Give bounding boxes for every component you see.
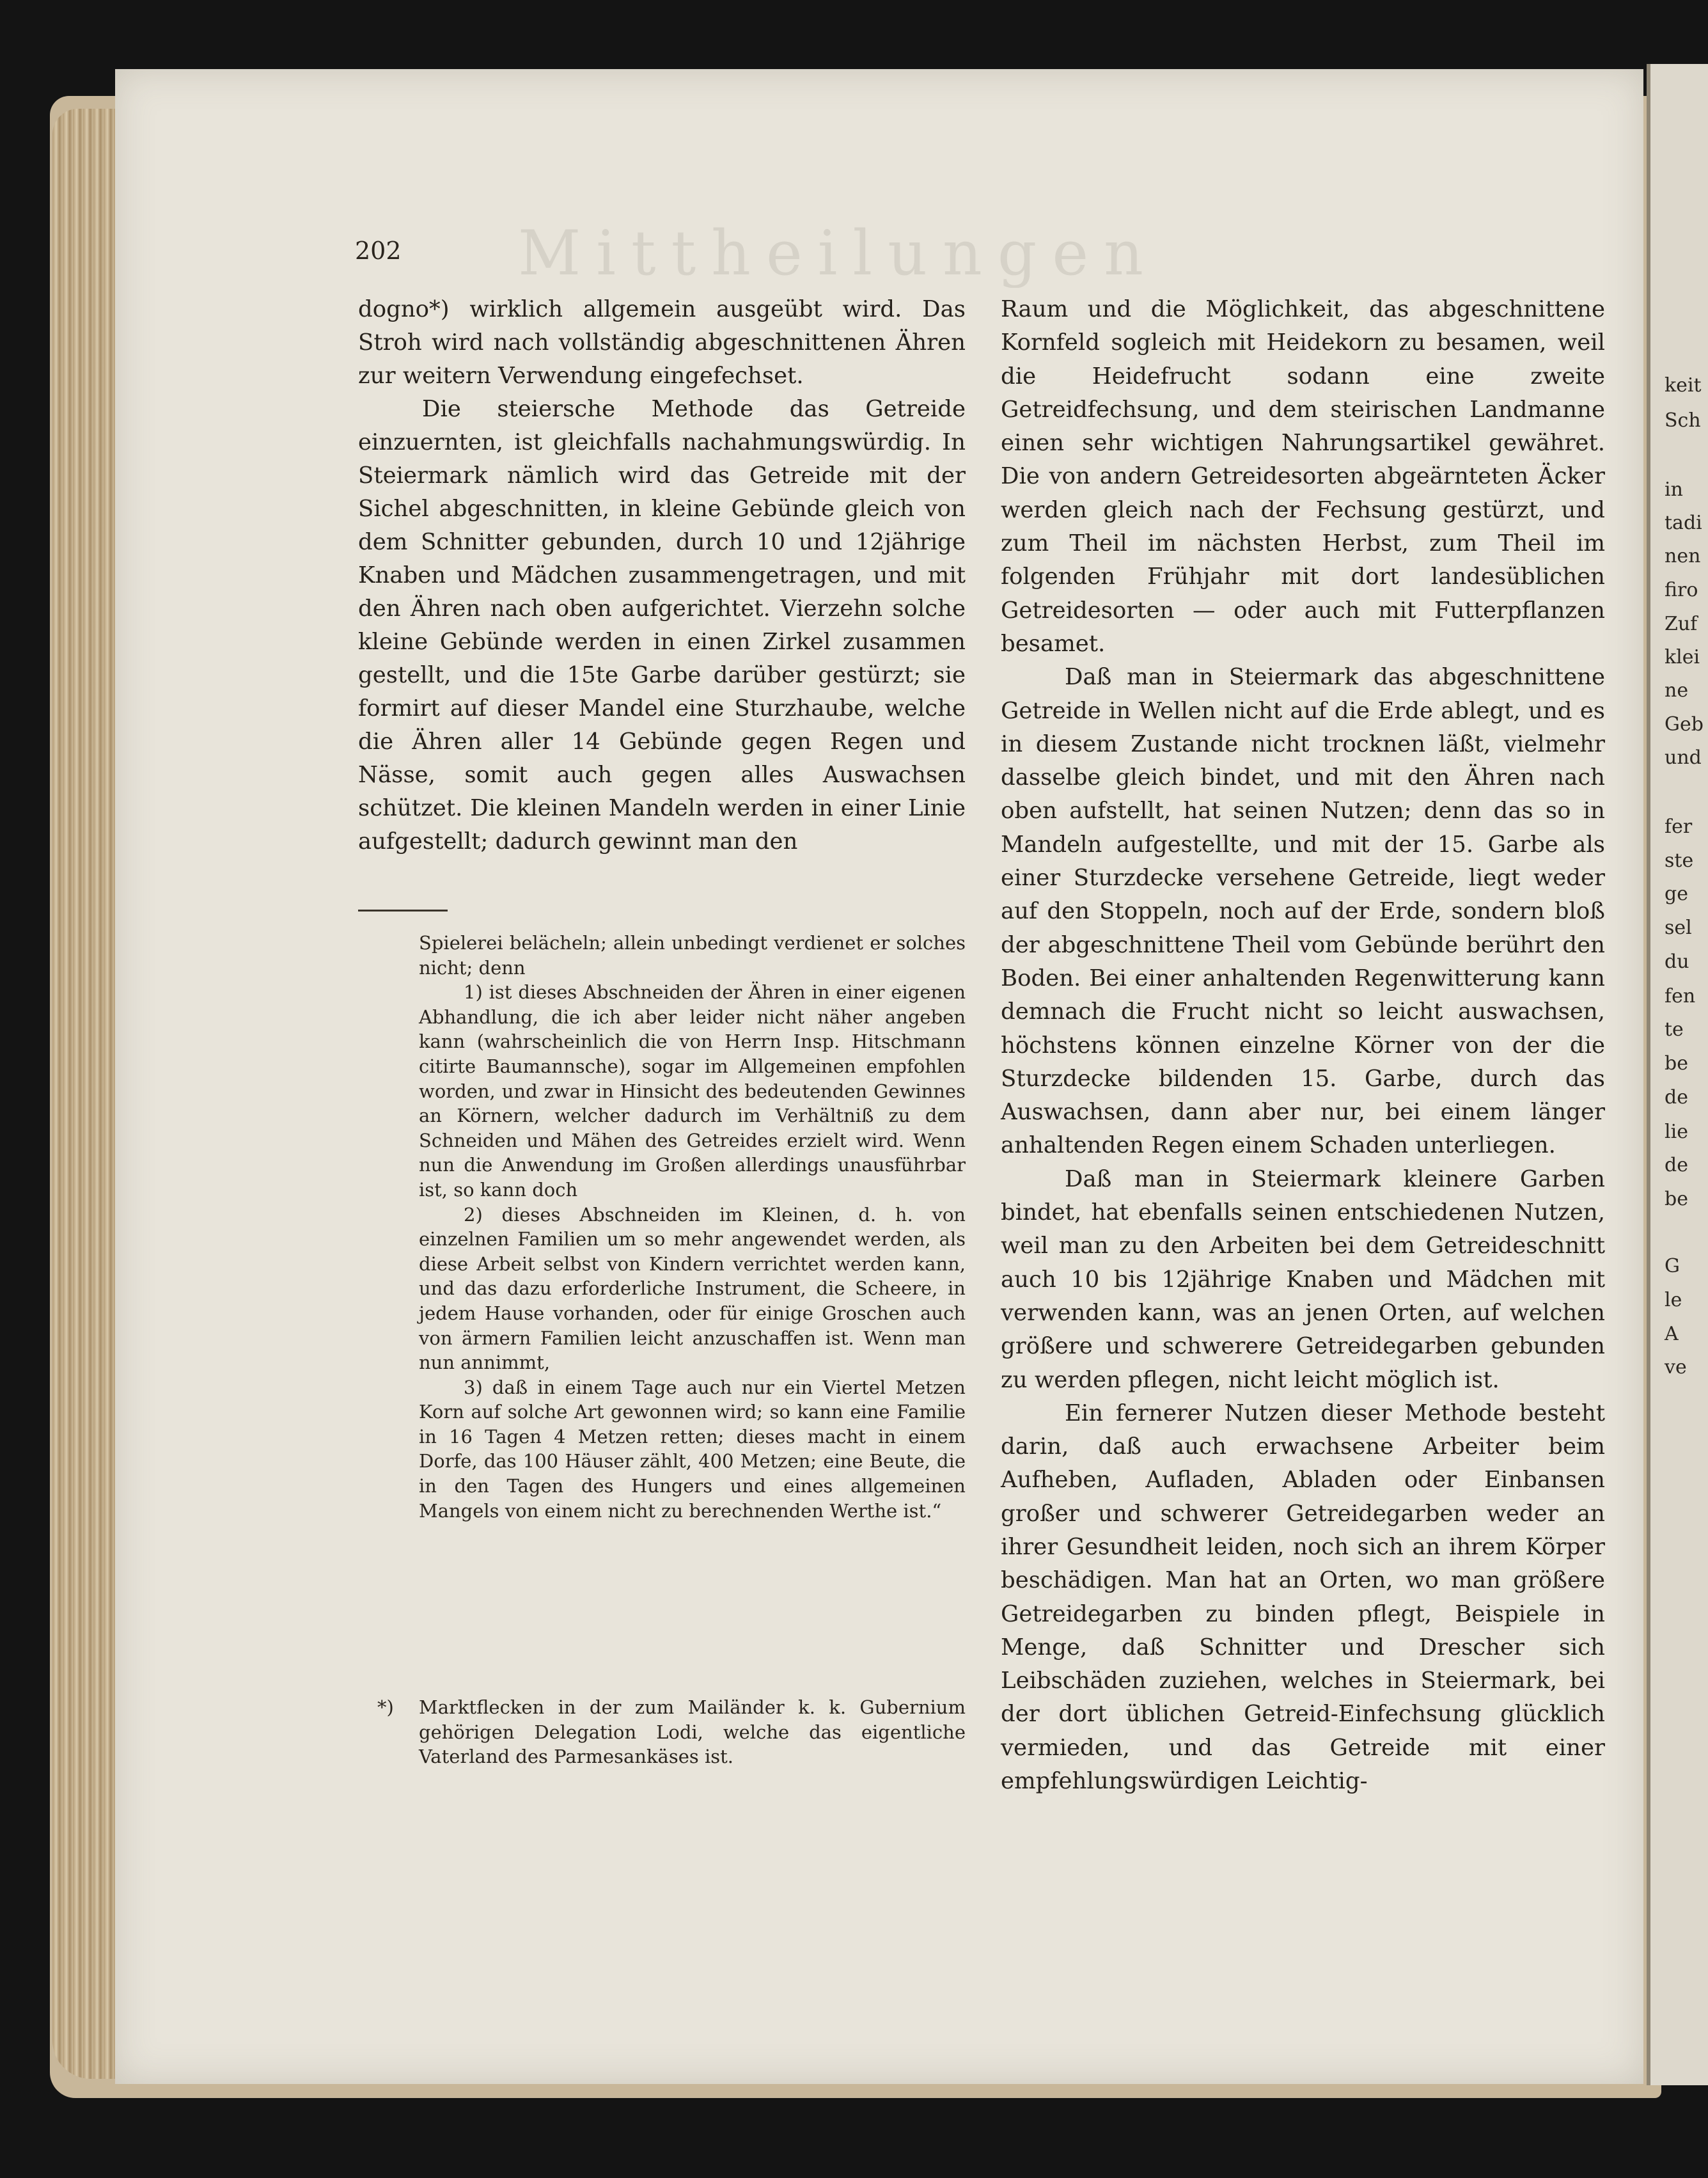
right-column [1001,293,1605,1798]
next-page-fragment: sel [1665,917,1692,939]
paragraph: dogno*) wirklich allgemein ausgeübt wird. Das Stroh wird nach vollständig abgeschnittenen Ähren zur weitern Verwendung eingefechset. [358,296,966,389]
footnote-item-1: 1) ist dieses Abschneiden der Ähren in einer eigenen Abhandlung, die ich aber leider nicht näher angeben kann (wahrscheinlich die von Herrn Insp. Hitschmann citirte Baumannsche), sogar im Allgemeinen empfohlen worden, und zwar in Hinsicht des bedeutenden Gewinnes an Körnern, welcher dadurch im Verhältniß zu dem Schneiden und Mähen des Getreides erzielt wird. Wenn nun die Anwendung im Großen allerdings unausführbar ist, so kann doch [419,981,966,1201]
next-page-fragment: firo [1665,579,1698,601]
next-page-fragment: fer [1665,816,1693,838]
left-column [358,293,966,858]
paragraph: Daß man in Steiermark kleinere Garben bindet, hat ebenfalls seinen entschiedenen Nutzen, weil man zu den Arbeiten bei dem Getreideschnitt auch 10 bis 12jährige Knaben und Mädchen mit verwenden kann, was an jenen Orten, auf welchen größere und schwerere Getreidegarben gebunden zu werden pflegen, nicht leicht möglich ist. [1001,1165,1605,1393]
next-page-fragment: fen [1665,985,1696,1007]
next-page-fragment: ve [1665,1356,1687,1378]
footnote-item-3: 3) daß in einem Tage auch nur ein Viertel Metzen Korn auf solche Art gewonnen wird; so kann eine Familie in 16 Tagen 4 Metzen retten; dieses macht in einem Dorfe, das 100 Häuser zählt, 400 Metzen; eine Beute, die in den Tagen des Hungers und eines allgemeinen Mangels von einem nicht zu berechnenden Werthe ist.“ [419,1376,966,1522]
footnote-intro: Spielerei belächeln; allein unbedingt verdienet er solches nicht; denn [419,932,966,979]
next-page-fragment: te [1665,1018,1684,1041]
next-page-fragment: Zuf [1665,613,1698,635]
footnote-marker: *) [377,1696,394,1718]
next-page-fragment: du [1665,951,1689,973]
paragraph: Die steiersche Methode das Getreide einzuernten, ist gleichfalls nachahmungswürdig. In Steiermark nämlich wird das Getreide mit der Sichel abgeschnitten, in kleine Gebünde gleich von dem Schnitter gebunden, durch 10 und 12jährige Knaben und Mädchen zusammengetragen, und mit den Ähren nach oben aufgerichtet. Vierzehn solche kleine Gebünde werden in einen Zirkel zusammen gestellt, und die 15te Garbe darüber gestürzt; sie formirt auf dieser Mandel eine Sturzhaube, welche die Ähren aller 14 Gebünde gegen Regen und Nässe, somit auch gegen alles Auswachsen schützet. Die kleinen Mandeln werden in einer Linie aufgestellt; dadurch gewinnt man den [358,396,966,855]
next-page-fragment: le [1665,1289,1682,1311]
next-page-fragment: A [1665,1323,1679,1345]
running-head-bleedthrough: Mittheilungen [518,217,1159,288]
next-page-fragment: ne [1665,679,1689,702]
footnote-text: Marktflecken in der zum Mailänder k. k. Gubernium gehörigen Delegation Lodi, welche das eigentliche Vaterland des Parmesankäses ist. [419,1696,966,1768]
next-page-fragment: be [1665,1188,1688,1210]
next-page-edge [1647,64,1708,2085]
footnote-item-2: 2) dieses Abschneiden im Kleinen, d. h. von einzelnen Familien um so mehr angewendet werden, als diese Arbeit selbst von Kindern verrichtet werden kann, und das dazu erforderliche Instrument, die Scheere, in jedem Hause vorhanden, oder für einige Groschen auch von ärmern Familien leicht anzuschaffen ist. Wenn man nun annimmt, [419,1203,966,1374]
next-page-fragment: Sch [1665,409,1701,432]
paragraph: Raum und die Möglichkeit, das abgeschnittene Kornfeld sogleich mit Heidekorn zu besamen, weil die Heidefrucht sodann eine zweite Getreidfechsung, und dem steirischen Landmanne einen sehr wichtigen Nahrungsartikel gewähret. Die von andern Getreidesorten abgeärnteten Äcker werden gleich nach der Fechsung gestürzt, und zum Theil im nächsten Herbst, zum Theil im folgenden Frühjahr mit dort landesüblichen Getreidesorten — oder auch mit Futterpflanzen besamet. [1001,296,1605,657]
next-page-fragment: und [1665,746,1702,769]
footnote-star [377,1695,966,1769]
paragraph: Daß man in Steiermark das abgeschnittene Getreide in Wellen nicht auf die Erde ablegt, und es in diesem Zustande nicht trocknen läßt, vielmehr dasselbe gleich bindet, und mit den Ähren nach oben aufstellt, hat seinen Nutzen; denn das so in Mandeln aufgestellte, und mit der 15. Garbe als einer Sturzdecke versehene Getreide, liegt weder auf den Stoppeln, noch auf der Erde, sondern bloß der abgeschnittene Theil vom Gebünde berührt den Boden. Bei einer anhaltenden Regenwitterung kann demnach die Frucht nicht so leicht auswachsen, höchstens können einzelne Körner von der die Sturzdecke bildenden 15. Garbe, durch das Auswachsen, dann aber nur, bei einem länger anhaltenden Regen einem Schaden unterliegen. [1001,664,1605,1159]
next-page-fragment: de [1665,1154,1688,1176]
next-page-fragment: ste [1665,849,1694,872]
next-page-fragment: ge [1665,883,1688,905]
next-page-fragment: Geb [1665,713,1704,736]
next-page-fragment: in [1665,478,1683,501]
next-page-fragment: G [1665,1255,1680,1277]
next-page-fragment: nen [1665,545,1701,567]
footnote-continuation [419,931,966,1523]
page-number: 202 [355,237,402,265]
next-page-fragment: be [1665,1052,1688,1075]
next-page-fragment: klei [1665,646,1700,668]
next-page-fragment: de [1665,1086,1688,1109]
next-page-fragment: keit [1665,374,1702,397]
next-page-fragment: lie [1665,1121,1688,1143]
next-page-fragment: tadi [1665,512,1702,534]
footnote-rule [358,910,448,911]
paragraph: Ein fernerer Nutzen dieser Methode besteht darin, daß auch erwachsene Arbeiter beim Aufheben, Aufladen, Abladen oder Einbansen großer und schwerer Getreidegarben weder an ihrer Gesundheit leiden, noch sich an ihrem Körper beschädigen. Man hat an Orten, wo man größere Getreidegarben zu binden pflegt, Beispiele in Menge, daß Schnitter und Drescher sich Leibschäden zuziehen, welches in Steiermark, bei der dort üblichen Getreid-Einfechsung glücklich vermieden, und das Getreide mit einer empfehlungswürdigen Leichtig- [1001,1400,1605,1795]
